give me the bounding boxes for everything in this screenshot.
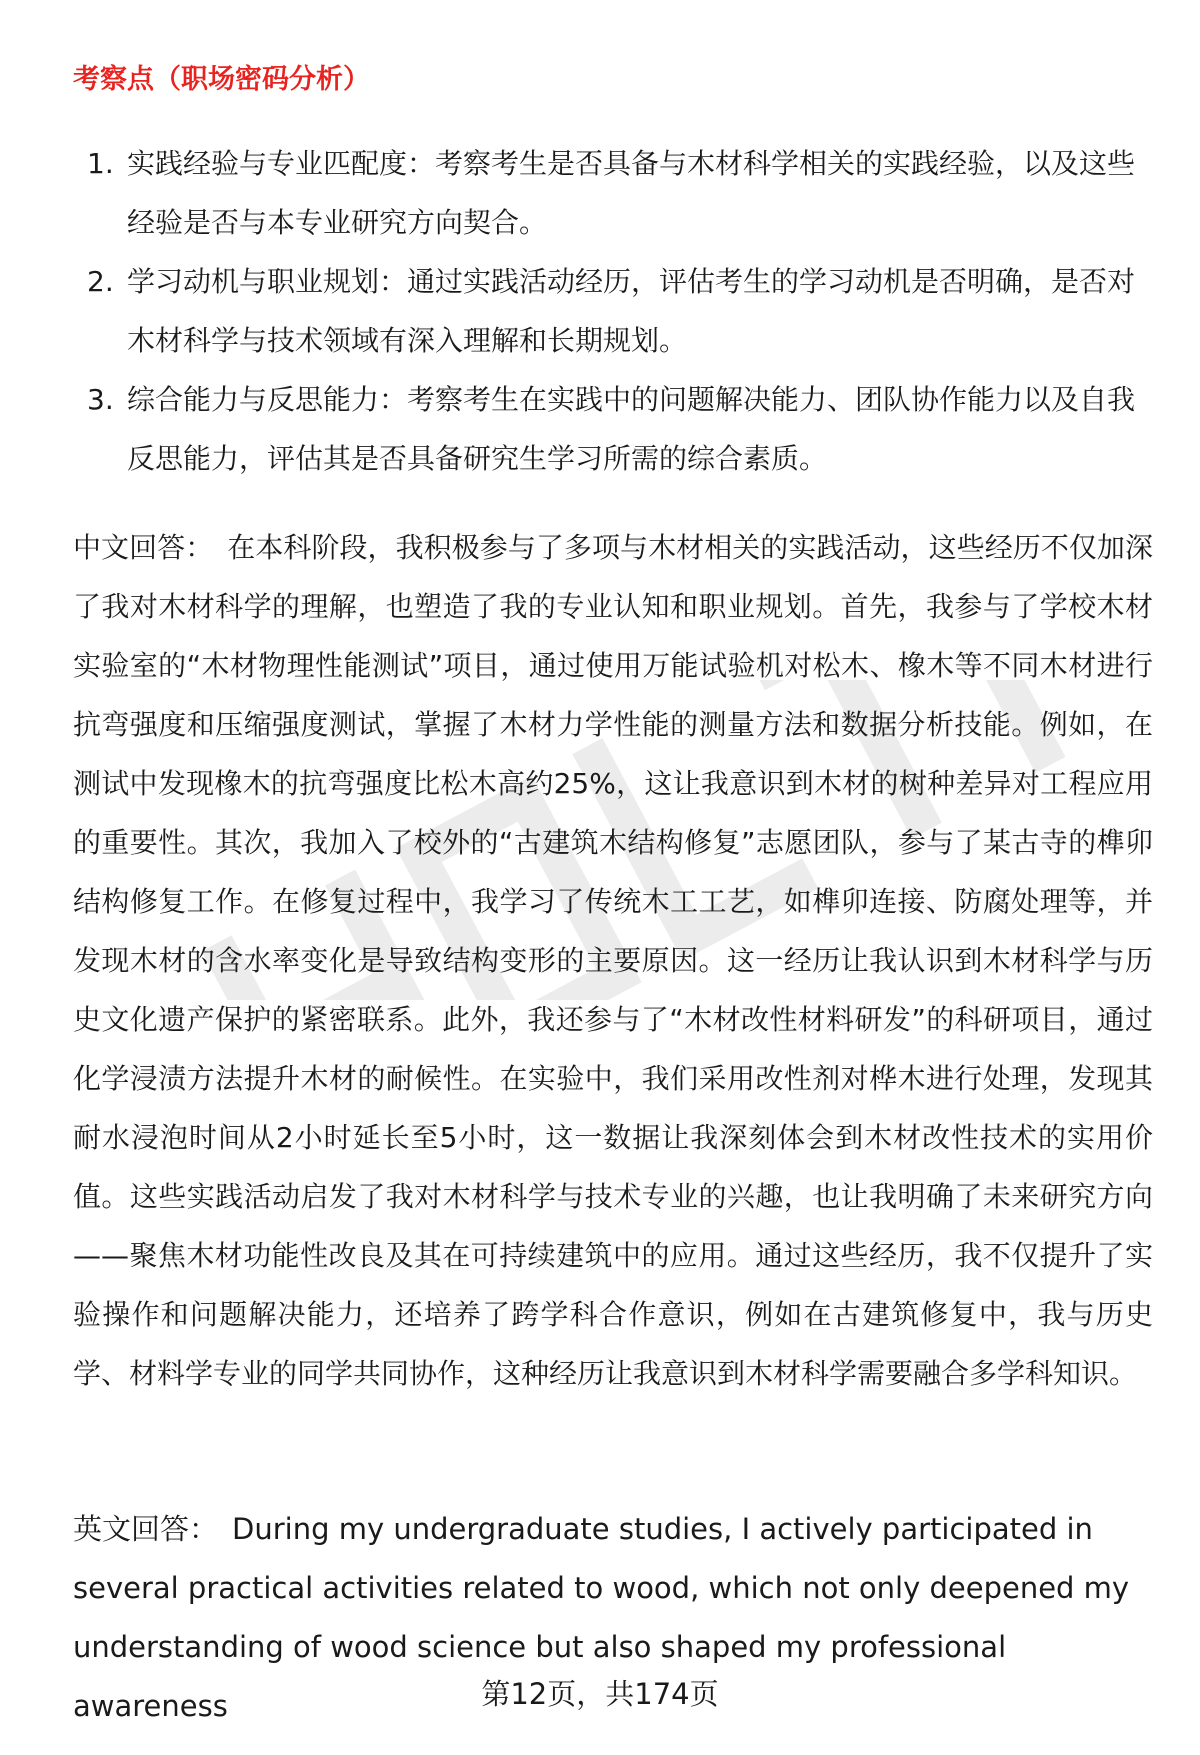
list-item-text: 综合能力与反思能力：考察考生在实践中的问题解决能力、团队协作能力以及自我反思能力，评估其是否具备研究生学习所需的综合素质。 xyxy=(127,383,1136,475)
section-title: 考察点（职场密码分析） xyxy=(73,64,370,95)
chinese-answer-paragraph xyxy=(73,518,1153,1403)
assessment-points-list xyxy=(73,134,1148,488)
list-item-number: 3. xyxy=(87,383,114,416)
list-item xyxy=(73,370,1148,488)
list-item-text: 实践经验与专业匹配度：考察考生是否具备与木材科学相关的实践经验，以及这些经验是否与本专业研究方向契合。 xyxy=(127,147,1136,239)
english-answer-label: 英文回答： xyxy=(73,1512,219,1546)
list-item-number: 2. xyxy=(87,265,114,298)
list-item xyxy=(73,252,1148,370)
chinese-answer-label: 中文回答： xyxy=(73,531,214,564)
english-answer-text: During my undergraduate studies, I actively participated in several practical activities related to wood, which not only deepened my understanding of wood science but also shaped my professional awareness xyxy=(73,1512,1130,1723)
page-number-footer: 第12页，共174页 xyxy=(481,1677,719,1711)
chinese-answer-text: 在本科阶段，我积极参与了多项与木材相关的实践活动，这些经历不仅加深了我对木材科学的理解，也塑造了我的专业认知和职业规划。首先，我参与了学校木材实验室的“木材物理性能测试”项目，通过使用万能试验机对松木、橡木等不同木材进行抗弯强度和压缩强度测试，掌握了木材力学性能的测量方法和数据分析技能。例如，在测试中发现橡木的抗弯强度比松木高约25%，这让我意识到木材的树种差异对工程应用的重要性。其次，我加入了校外的“古建筑木结构修复”志愿团队，参与了某古寺的榫卯结构修复工作。在修复过程中，我学习了传统木工工艺，如榫卯连接、防腐处理等，并发现木材的含水率变化是导致结构变形的主要原因。这一经历让我认识到木材科学与历史文化遗产保护的紧密联系。此外，我还参与了“木材改性材料研发”的科研项目，通过化学浸渍方法提升木材的耐候性。在实验中，我们采用改性剂对桦木进行处理，发现其耐水浸泡时间从2小时延长至5小时，这一数据让我深刻体会到木材改性技术的实用价值。这些实践活动启发了我对木材科学与技术专业的兴趣，也让我明确了未来研究方向——聚焦木材功能性改良及其在可持续建筑中的应用。通过这些经历，我不仅提升了实验操作和问题解决能力，还培养了跨学科合作意识，例如在古建筑修复中，我与历史学、材料学专业的同学共同协作，这种经历让我意识到木材科学需要融合多学科知识。 xyxy=(73,531,1153,1390)
list-item xyxy=(73,134,1148,252)
list-item-number: 1. xyxy=(87,147,114,180)
list-item-text: 学习动机与职业规划：通过实践活动经历，评估考生的学习动机是否明确，是否对木材科学与技术领域有深入理解和长期规划。 xyxy=(127,265,1136,357)
